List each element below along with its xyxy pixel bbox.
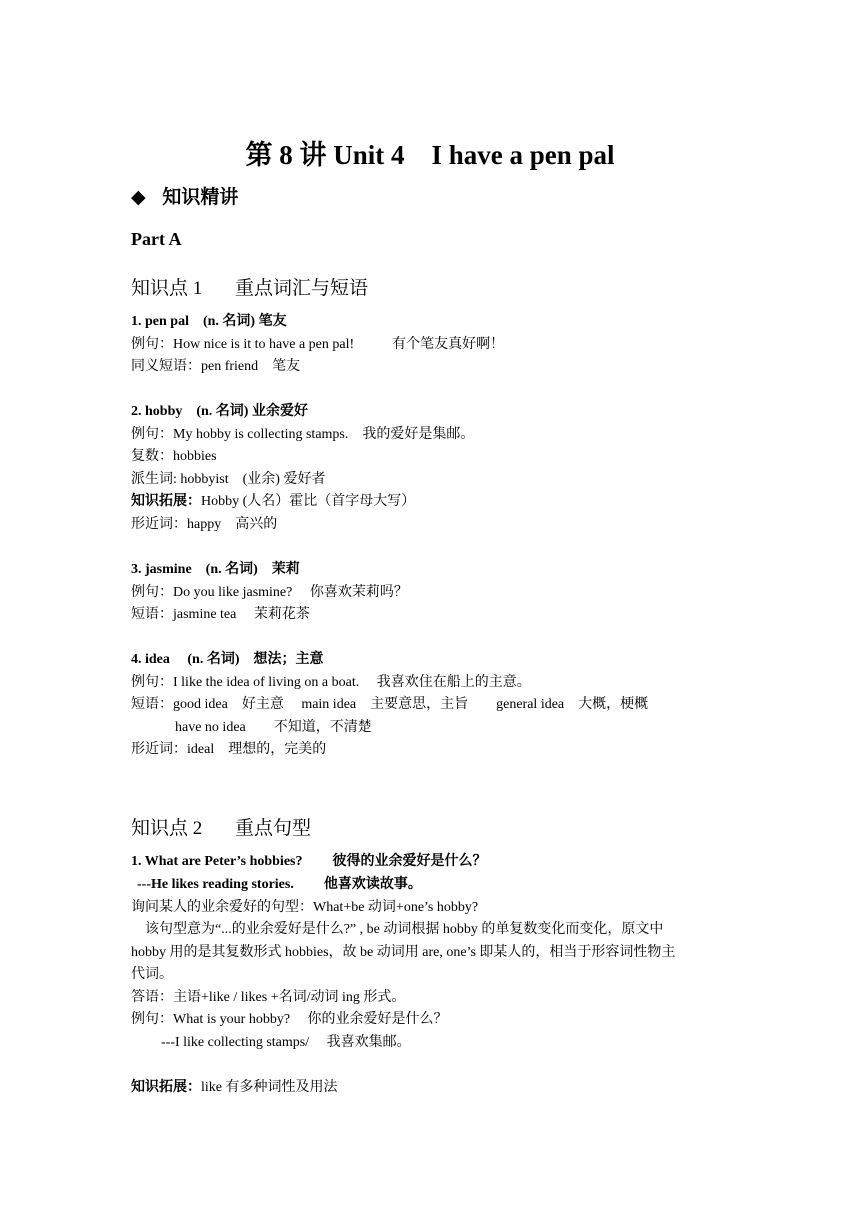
kp1-item2-extension bbox=[131, 490, 415, 510]
kp1-item2-plural: 复数：hobbies bbox=[131, 449, 217, 464]
section-heading bbox=[131, 182, 238, 209]
kp2-explanation-3: 代词。 bbox=[131, 967, 173, 982]
kp1-item4-similar: 形近词：ideal 理想的，完美的 bbox=[131, 742, 327, 757]
kp1-item3-phrase: 短语：jasmine tea 茉莉花茶 bbox=[131, 607, 310, 622]
kp2-explanation-2: hobby 用的是其复数形式 hobbies，故 be 动词用 are, one’s 即某人的，相当于形容词性物主 bbox=[131, 945, 676, 960]
kp1-item2-similar: 形近词：happy 高兴的 bbox=[131, 517, 278, 532]
answer-zh: 他喜欢读故事。 bbox=[323, 877, 422, 892]
diamond-bullet-icon: ◆ bbox=[131, 187, 146, 208]
example-en: 例句：How nice is it to have a pen pal! bbox=[131, 337, 355, 352]
answer-en: ---He likes reading stories. bbox=[137, 877, 294, 892]
kp2-explanation-1: 该句型意为“...的业余爱好是什么?” , be 动词根据 hobby 的单复数变化而变化，原文中 bbox=[145, 922, 664, 937]
extension-text: like 有多种词性及用法 bbox=[201, 1080, 338, 1095]
example-zh: 有个笔友真好啊！ bbox=[392, 337, 505, 352]
kp1-item4-phrases: 短语：good idea 好主意 main idea 主要意思，主旨 general idea 大概，梗概 bbox=[131, 697, 649, 712]
kp1-item2-example: 例句：My hobby is collecting stamps. 我的爱好是集邮。 bbox=[131, 427, 475, 442]
kp1-item1-example bbox=[131, 333, 504, 353]
kp1-title: 重点词汇与短语 bbox=[235, 278, 369, 299]
page-title: 第 8 讲 Unit 4 I have a pen pal bbox=[245, 140, 615, 170]
kp1-item3-heading: 3. jasmine (n. 名词) 茉莉 bbox=[131, 562, 300, 577]
kp1-item2-heading: 2. hobby (n. 名词) 业余爱好 bbox=[131, 404, 308, 419]
kp1-label: 知识点 1 bbox=[131, 278, 203, 299]
kp1-item4-example: 例句：I like the idea of living on a boat. 我喜欢住在船上的主意。 bbox=[131, 675, 531, 690]
kp2-example-answer: ---I like collecting stamps/ 我喜欢集邮。 bbox=[161, 1035, 411, 1050]
kp2-question bbox=[131, 850, 486, 870]
part-heading: Part A bbox=[131, 229, 182, 249]
kp2-title: 重点句型 bbox=[235, 818, 312, 839]
kp1-item4-phrases-cont: have no idea 不知道，不清楚 bbox=[175, 720, 372, 735]
extension-label: 知识拓展： bbox=[131, 1080, 201, 1095]
kp2-extension bbox=[131, 1076, 338, 1096]
kp2-heading bbox=[131, 813, 311, 840]
kp2-label: 知识点 2 bbox=[131, 818, 203, 839]
kp2-example: 例句：What is your hobby? 你的业余爱好是什么？ bbox=[131, 1012, 448, 1027]
kp1-heading bbox=[131, 273, 368, 300]
extension-label: 知识拓展： bbox=[131, 494, 201, 509]
kp2-answer-pattern: 答语：主语+like / likes +名词/动词 ing 形式。 bbox=[131, 990, 406, 1005]
question-zh: 彼得的业余爱好是什么？ bbox=[332, 854, 487, 869]
kp1-item2-derivative: 派生词: hobbyist (业余) 爱好者 bbox=[131, 472, 326, 487]
kp2-answer bbox=[137, 873, 422, 893]
section-heading-text: 知识精讲 bbox=[162, 187, 239, 208]
kp1-item1-synonym: 同义短语：pen friend 笔友 bbox=[131, 359, 301, 374]
extension-text: Hobby (人名）霍比（首字母大写） bbox=[201, 494, 416, 509]
kp1-item1-heading: 1. pen pal (n. 名词) 笔友 bbox=[131, 314, 287, 329]
kp2-pattern: 询问某人的业余爱好的句型：What+be 动词+one’s hobby? bbox=[131, 900, 479, 915]
question-en: 1. What are Peter’s hobbies? bbox=[131, 854, 303, 869]
kp1-item3-example: 例句：Do you like jasmine? 你喜欢茉莉吗？ bbox=[131, 585, 408, 600]
kp1-item4-heading: 4. idea (n. 名词) 想法；主意 bbox=[131, 652, 324, 667]
